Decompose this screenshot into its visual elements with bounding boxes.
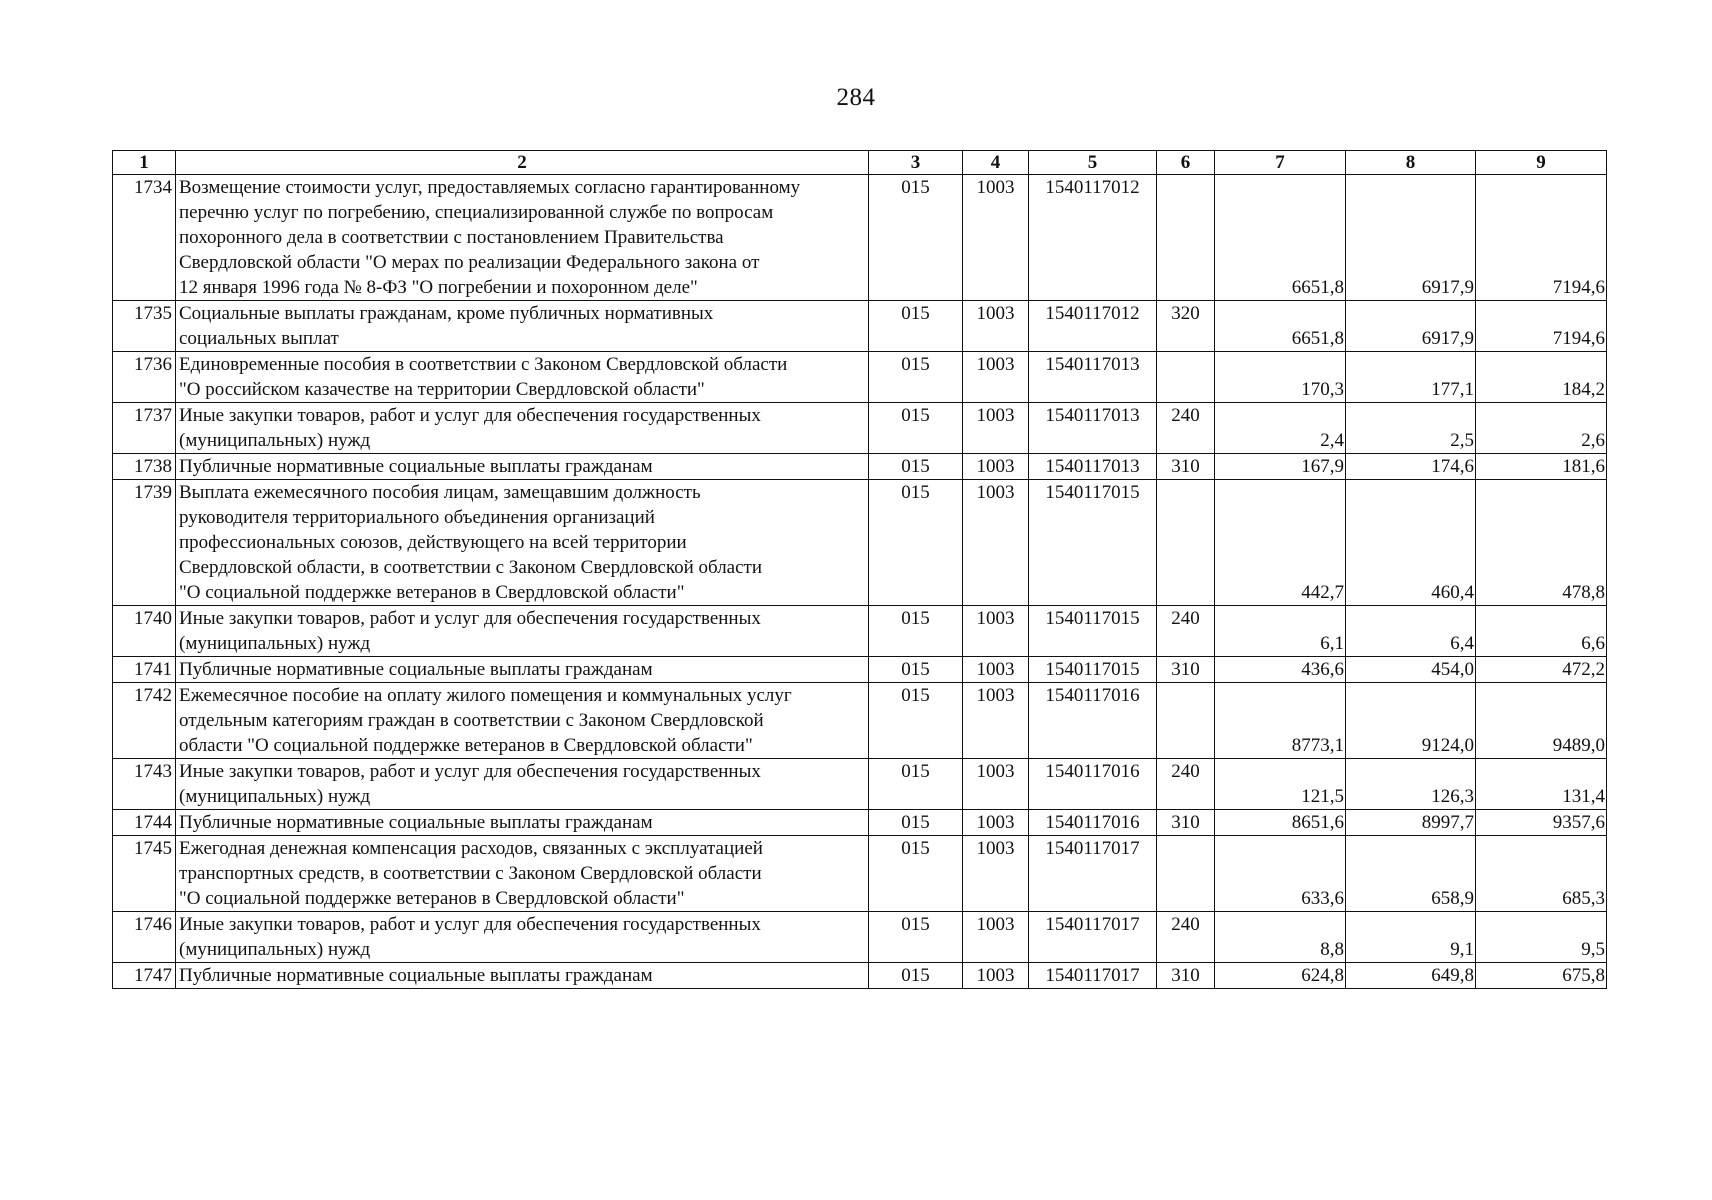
row-code-3-cell: 015 [869,836,963,912]
row-code-5-cell: 1540117017 [1029,963,1157,989]
row-value-8-cell: 174,6 [1346,454,1476,480]
row-code-5-cell: 1540117015 [1029,657,1157,683]
row-code-5-cell: 1540117015 [1029,606,1157,657]
row-name-cell: Иные закупки товаров, работ и услуг для обеспечения государственных (муниципальных) нужд [176,912,869,963]
row-code-4-cell: 1003 [963,683,1029,759]
row-code-6-cell: 310 [1157,963,1215,989]
row-number-cell: 1737 [113,403,176,454]
row-code-6-cell [1157,175,1215,301]
row-value-9-cell: 184,2 [1476,352,1607,403]
row-number-cell: 1739 [113,480,176,606]
row-value-7-cell: 442,7 [1215,480,1346,606]
row-value-7-cell: 8,8 [1215,912,1346,963]
row-code-4-cell: 1003 [963,454,1029,480]
row-code-5-cell: 1540117017 [1029,912,1157,963]
row-code-4-cell: 1003 [963,403,1029,454]
row-value-8-cell: 9124,0 [1346,683,1476,759]
row-code-5-cell: 1540117013 [1029,352,1157,403]
header-col-6: 6 [1157,151,1215,175]
row-code-4-cell: 1003 [963,759,1029,810]
row-value-8-cell: 6917,9 [1346,175,1476,301]
row-code-6-cell: 320 [1157,301,1215,352]
row-number-cell: 1738 [113,454,176,480]
row-value-7-cell: 167,9 [1215,454,1346,480]
row-value-7-cell: 624,8 [1215,963,1346,989]
row-code-3-cell: 015 [869,683,963,759]
table-row [113,352,1607,403]
row-value-9-cell: 9357,6 [1476,810,1607,836]
row-value-9-cell: 2,6 [1476,403,1607,454]
row-number-cell: 1735 [113,301,176,352]
row-code-3-cell: 015 [869,963,963,989]
table-row [113,963,1607,989]
header-col-3: 3 [869,151,963,175]
table-row [113,912,1607,963]
row-value-7-cell: 2,4 [1215,403,1346,454]
row-value-9-cell: 9489,0 [1476,683,1607,759]
row-value-8-cell: 6,4 [1346,606,1476,657]
row-code-4-cell: 1003 [963,480,1029,606]
row-value-8-cell: 126,3 [1346,759,1476,810]
row-code-4-cell: 1003 [963,301,1029,352]
row-code-3-cell: 015 [869,352,963,403]
row-code-5-cell: 1540117016 [1029,759,1157,810]
row-code-3-cell: 015 [869,480,963,606]
row-code-5-cell: 1540117016 [1029,683,1157,759]
row-value-7-cell: 170,3 [1215,352,1346,403]
row-name-cell: Возмещение стоимости услуг, предоставляемых согласно гарантированному перечню услуг по погребению, специализированной службе по вопросам похоронного дела в соответствии с постановлением Правительства Свердловской области "О мерах по реализации Федерального закона от 12 января 1996 года № 8-ФЗ "О погребении и похоронном деле" [176,175,869,301]
row-code-6-cell [1157,352,1215,403]
row-code-5-cell: 1540117015 [1029,480,1157,606]
header-col-2: 2 [176,151,869,175]
table-row [113,606,1607,657]
row-number-cell: 1746 [113,912,176,963]
row-code-5-cell: 1540117012 [1029,301,1157,352]
row-value-9-cell: 7194,6 [1476,175,1607,301]
row-code-6-cell: 240 [1157,403,1215,454]
row-value-8-cell: 649,8 [1346,963,1476,989]
row-number-cell: 1740 [113,606,176,657]
row-code-5-cell: 1540117013 [1029,454,1157,480]
row-code-6-cell: 310 [1157,810,1215,836]
row-name-cell: Ежемесячное пособие на оплату жилого помещения и коммунальных услуг отдельным категориям граждан в соответствии с Законом Свердловской области "О социальной поддержке ветеранов в Свердловской области" [176,683,869,759]
row-value-7-cell: 121,5 [1215,759,1346,810]
row-code-6-cell [1157,480,1215,606]
header-col-5: 5 [1029,151,1157,175]
row-code-6-cell [1157,683,1215,759]
header-col-7: 7 [1215,151,1346,175]
row-code-5-cell: 1540117013 [1029,403,1157,454]
row-value-7-cell: 8773,1 [1215,683,1346,759]
table-body [113,175,1607,989]
row-value-7-cell: 8651,6 [1215,810,1346,836]
row-value-8-cell: 658,9 [1346,836,1476,912]
table-row [113,683,1607,759]
row-number-cell: 1742 [113,683,176,759]
row-code-3-cell: 015 [869,175,963,301]
row-code-6-cell: 310 [1157,454,1215,480]
row-code-4-cell: 1003 [963,606,1029,657]
row-number-cell: 1734 [113,175,176,301]
row-value-9-cell: 9,5 [1476,912,1607,963]
row-name-cell: Иные закупки товаров, работ и услуг для обеспечения государственных (муниципальных) нужд [176,759,869,810]
budget-table [112,150,1607,989]
row-value-9-cell: 131,4 [1476,759,1607,810]
row-value-8-cell: 454,0 [1346,657,1476,683]
table-row [113,301,1607,352]
row-name-cell: Иные закупки товаров, работ и услуг для обеспечения государственных (муниципальных) нужд [176,403,869,454]
row-number-cell: 1747 [113,963,176,989]
row-name-cell: Публичные нормативные социальные выплаты гражданам [176,657,869,683]
header-col-8: 8 [1346,151,1476,175]
row-code-6-cell: 240 [1157,606,1215,657]
row-number-cell: 1736 [113,352,176,403]
row-code-3-cell: 015 [869,657,963,683]
row-name-cell: Публичные нормативные социальные выплаты гражданам [176,963,869,989]
row-number-cell: 1743 [113,759,176,810]
table-row [113,657,1607,683]
row-value-9-cell: 181,6 [1476,454,1607,480]
row-code-4-cell: 1003 [963,836,1029,912]
row-value-9-cell: 675,8 [1476,963,1607,989]
row-name-cell: Публичные нормативные социальные выплаты гражданам [176,810,869,836]
row-value-8-cell: 6917,9 [1346,301,1476,352]
row-code-5-cell: 1540117017 [1029,836,1157,912]
row-value-9-cell: 472,2 [1476,657,1607,683]
row-name-cell: Социальные выплаты гражданам, кроме публичных нормативных социальных выплат [176,301,869,352]
table-row [113,403,1607,454]
row-code-6-cell [1157,836,1215,912]
header-col-9: 9 [1476,151,1607,175]
row-value-8-cell: 177,1 [1346,352,1476,403]
row-code-4-cell: 1003 [963,352,1029,403]
row-code-4-cell: 1003 [963,175,1029,301]
row-value-8-cell: 2,5 [1346,403,1476,454]
row-name-cell: Единовременные пособия в соответствии с Законом Свердловской области "О российском казачестве на территории Свердловской области" [176,352,869,403]
row-code-3-cell: 015 [869,454,963,480]
row-code-5-cell: 1540117016 [1029,810,1157,836]
row-value-9-cell: 7194,6 [1476,301,1607,352]
row-value-7-cell: 6,1 [1215,606,1346,657]
row-code-3-cell: 015 [869,606,963,657]
row-code-4-cell: 1003 [963,657,1029,683]
row-code-3-cell: 015 [869,403,963,454]
row-code-6-cell: 310 [1157,657,1215,683]
header-col-1: 1 [113,151,176,175]
row-name-cell: Ежегодная денежная компенсация расходов, связанных с эксплуатацией транспортных средств, в соответствии с Законом Свердловской области "О социальной поддержке ветеранов в Свердловской области" [176,836,869,912]
table-row [113,480,1607,606]
header-col-4: 4 [963,151,1029,175]
row-value-7-cell: 436,6 [1215,657,1346,683]
table-row [113,175,1607,301]
table-row [113,454,1607,480]
row-number-cell: 1741 [113,657,176,683]
row-value-9-cell: 6,6 [1476,606,1607,657]
row-code-6-cell: 240 [1157,759,1215,810]
row-value-7-cell: 6651,8 [1215,175,1346,301]
row-code-3-cell: 015 [869,912,963,963]
page-number: 284 [836,84,876,111]
row-code-3-cell: 015 [869,810,963,836]
row-value-7-cell: 633,6 [1215,836,1346,912]
row-code-3-cell: 015 [869,759,963,810]
row-name-cell: Публичные нормативные социальные выплаты гражданам [176,454,869,480]
row-value-8-cell: 8997,7 [1346,810,1476,836]
table-row [113,836,1607,912]
row-code-4-cell: 1003 [963,810,1029,836]
row-code-4-cell: 1003 [963,963,1029,989]
row-code-6-cell: 240 [1157,912,1215,963]
table-header-row [113,151,1607,175]
row-value-8-cell: 9,1 [1346,912,1476,963]
table-row [113,759,1607,810]
row-number-cell: 1744 [113,810,176,836]
row-code-5-cell: 1540117012 [1029,175,1157,301]
row-code-4-cell: 1003 [963,912,1029,963]
row-value-8-cell: 460,4 [1346,480,1476,606]
row-value-9-cell: 685,3 [1476,836,1607,912]
row-value-7-cell: 6651,8 [1215,301,1346,352]
table-row [113,810,1607,836]
row-code-3-cell: 015 [869,301,963,352]
row-name-cell: Иные закупки товаров, работ и услуг для обеспечения государственных (муниципальных) нужд [176,606,869,657]
row-value-9-cell: 478,8 [1476,480,1607,606]
row-name-cell: Выплата ежемесячного пособия лицам, замещавшим должность руководителя территориального объединения организаций профессиональных союзов, действующего на всей территории Свердловской области, в соответствии с Законом Свердловской области "О социальной поддержке ветеранов в Свердловской области" [176,480,869,606]
row-number-cell: 1745 [113,836,176,912]
